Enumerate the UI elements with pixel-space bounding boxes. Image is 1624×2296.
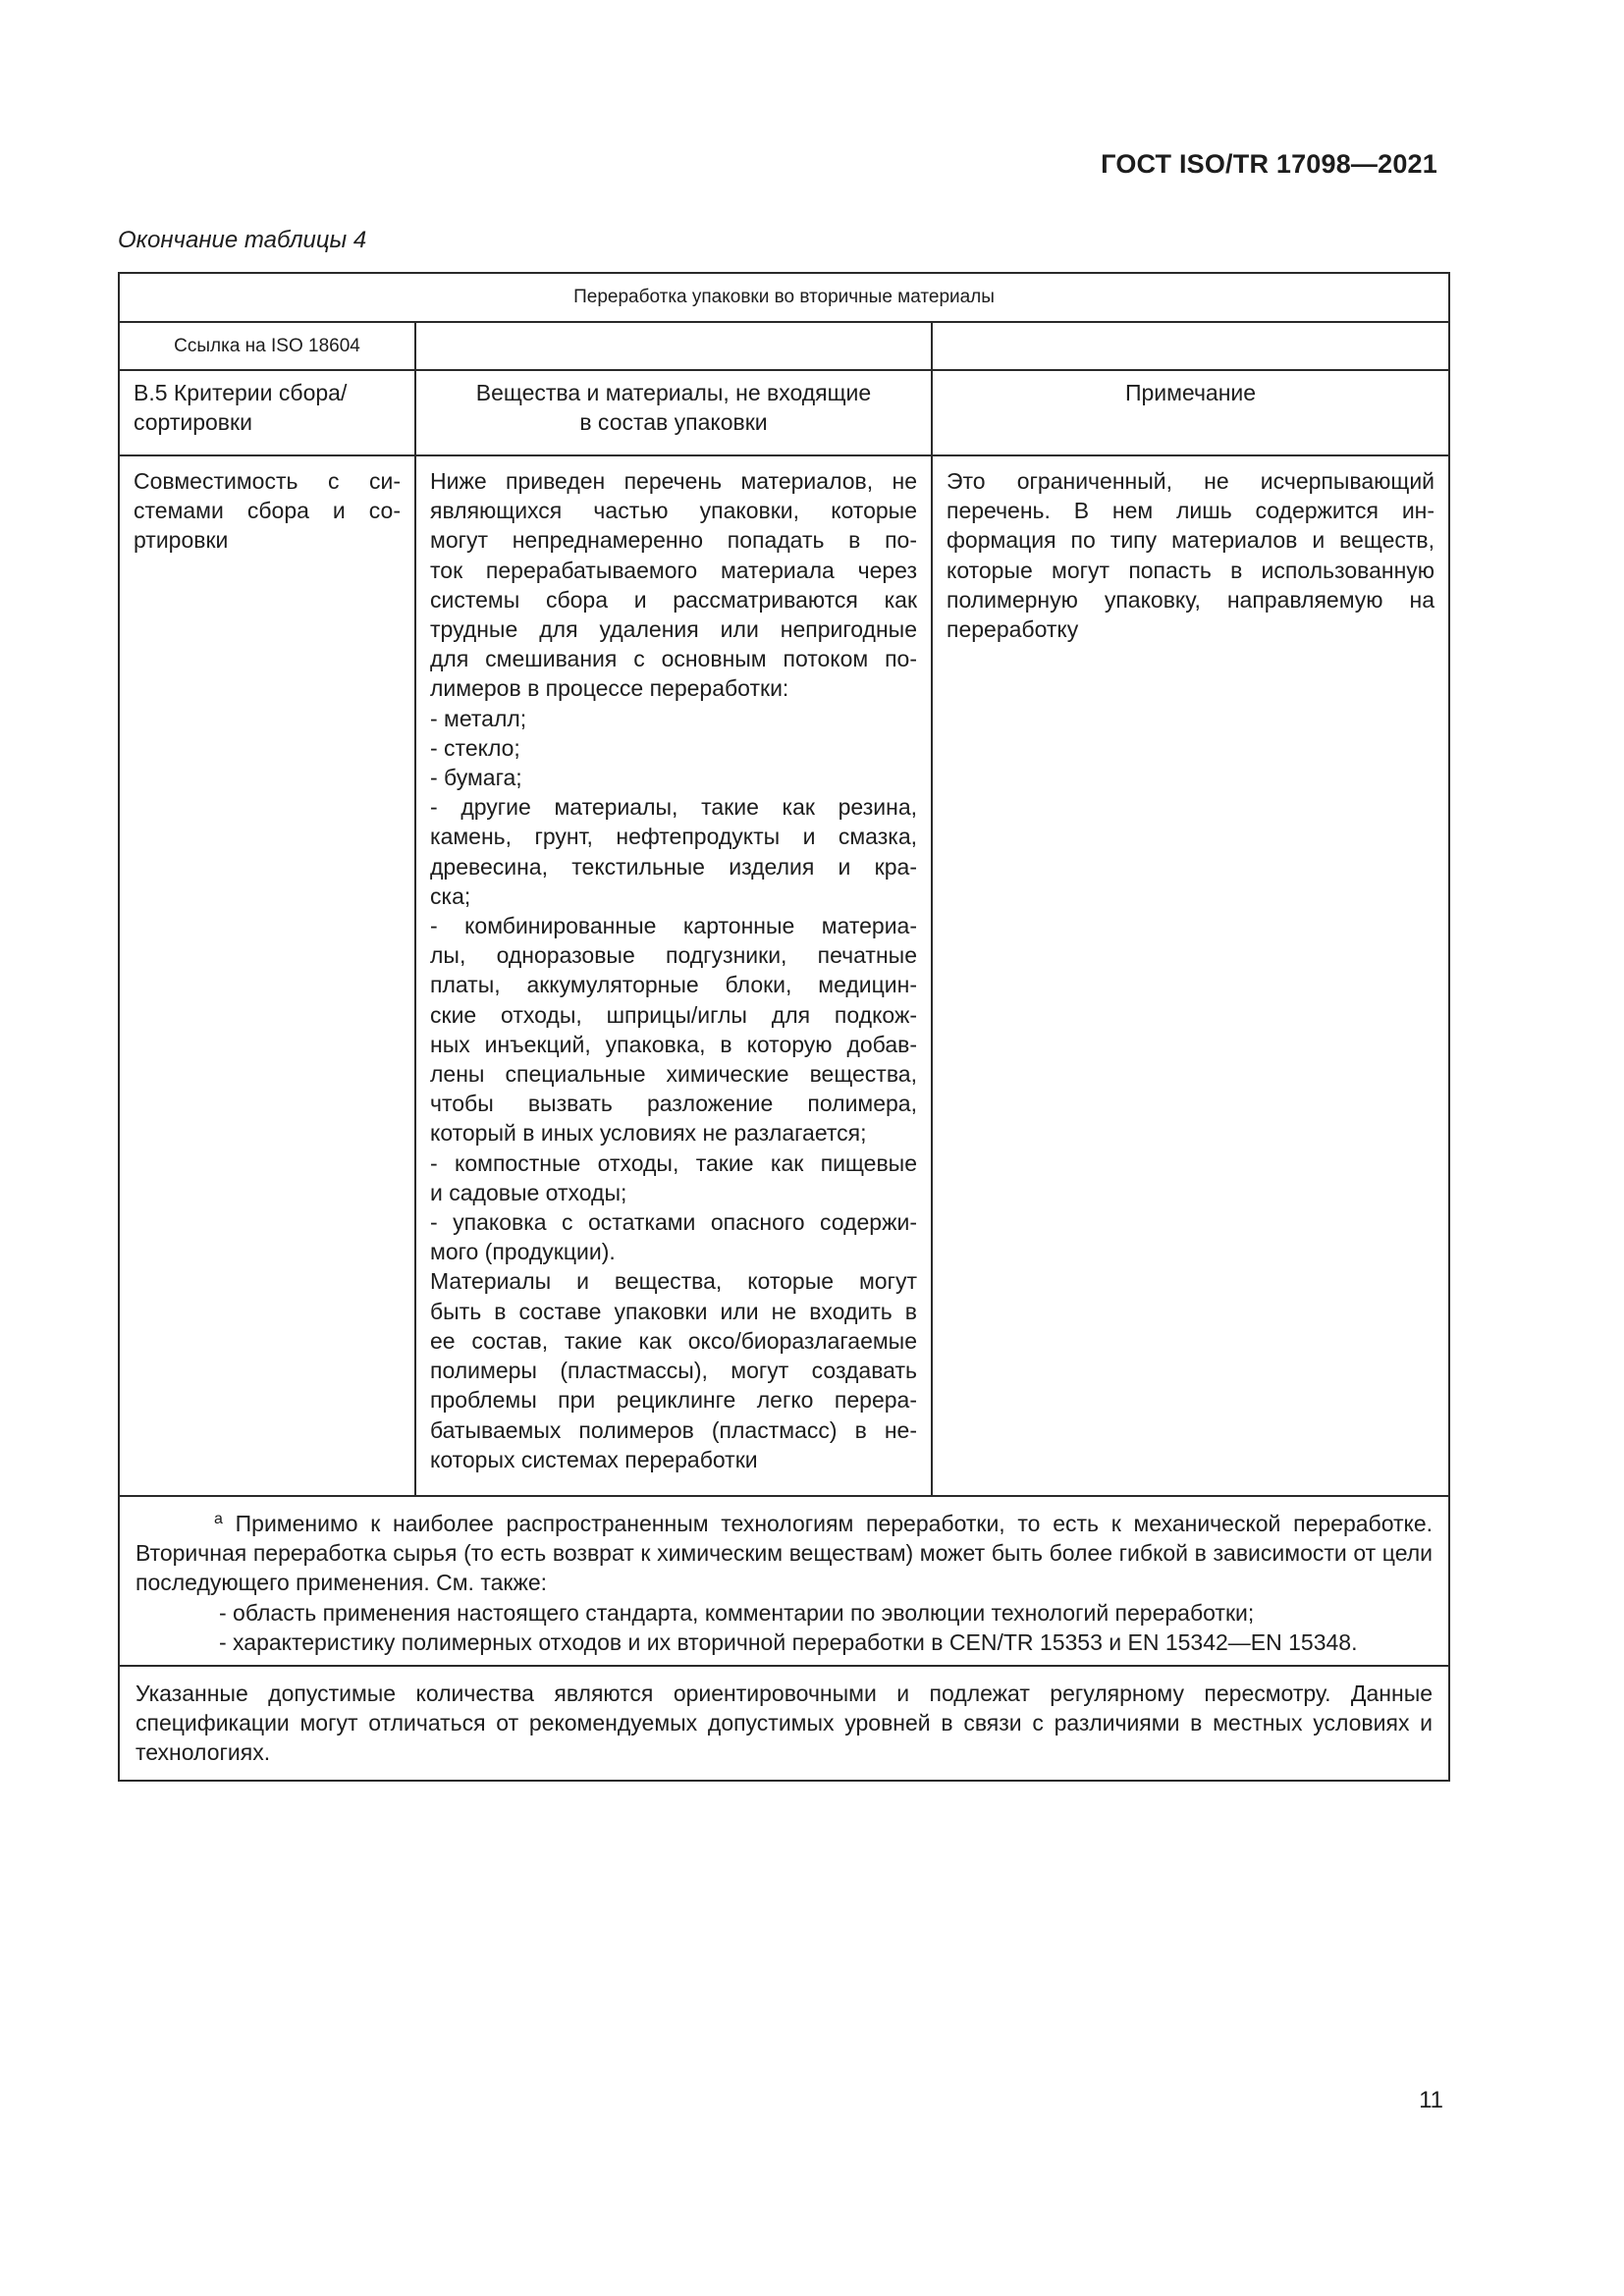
text-line: могут непреднамеренно попадать в по- xyxy=(430,527,917,554)
text-line: которые могут попасть в использованную xyxy=(947,557,1435,583)
text-line: проблемы при рециклинге легко перера- xyxy=(430,1387,917,1414)
text-line: платы, аккумуляторные блоки, медицин- xyxy=(430,972,917,998)
column-header-criteria xyxy=(119,370,415,455)
text-line: которых системах переработки xyxy=(430,1446,758,1472)
footnote-row xyxy=(119,1496,1449,1666)
text-line: являющихся частью упаковки, которые xyxy=(430,498,917,524)
reference-label: Ссылка на ISO 18604 xyxy=(119,322,415,370)
table-caption: Окончание таблицы 4 xyxy=(118,227,367,253)
reference-empty-cell-3 xyxy=(932,322,1449,370)
text-line: и садовые отходы; xyxy=(430,1179,627,1205)
text-line: камень, грунт, нефтепродукты и смазка, xyxy=(430,824,917,850)
footnote-item: - характеристику полимерных отходов и их вторичной переработки в CEN/TR 15353 и EN 15342—EN 15348. xyxy=(219,1629,1358,1655)
text-line: Совместимость с си- xyxy=(134,468,401,494)
text-line: лимеров в процессе переработки: xyxy=(430,675,789,702)
text-line: стемами сбора и со- xyxy=(134,498,401,524)
header-line: Вещества и материалы, не входящие xyxy=(475,380,872,405)
reference-row xyxy=(119,322,1449,370)
footnote-mark: a xyxy=(214,1511,223,1527)
text-line: системы сбора и рассматриваются как xyxy=(430,586,917,613)
note-cell xyxy=(932,455,1449,1496)
table-title-row xyxy=(119,273,1449,322)
text-line: полимеры (пластмассы), могут создавать xyxy=(430,1358,917,1384)
list-item: - стекло; xyxy=(430,734,520,761)
text-line: переработку xyxy=(947,616,1079,643)
list-item: - бумага; xyxy=(430,765,522,791)
text-line: формация по типу материалов и веществ, xyxy=(947,527,1435,554)
table-title: Переработка упаковки во вторичные материалы xyxy=(119,273,1449,322)
header-line: в состав упаковки xyxy=(579,409,768,436)
criteria-cell xyxy=(119,455,415,1496)
text-line: перечень. В нем лишь содержится ин- xyxy=(947,498,1435,524)
text-line: Материалы и вещества, которые могут xyxy=(430,1268,917,1295)
column-header-substances xyxy=(415,370,932,455)
text-line: трудные для удаления или непригодные xyxy=(430,616,917,643)
text-line: полимерную упаковку, направляемую на xyxy=(947,586,1435,613)
list-item: - компостные отходы, такие как пищевые xyxy=(430,1149,917,1176)
list-item: - упаковка с остатками опасного содержи- xyxy=(430,1209,917,1236)
text-line: ток перерабатываемого материала через xyxy=(430,557,917,583)
text-line: быть в составе упаковки или не входить в xyxy=(430,1298,917,1324)
text-line: который в иных условиях не разлагается; xyxy=(430,1120,867,1147)
footnote-item: - область применения настоящего стандарта, комментарии по эволюции технологий переработки; xyxy=(219,1599,1255,1626)
text-line: мого (продукции). xyxy=(430,1239,616,1265)
text-line: ские отходы, шприцы/иглы для подкож- xyxy=(430,1001,917,1028)
text-line: ртировки xyxy=(134,527,229,554)
text-line: для смешивания с основным потоком по- xyxy=(430,646,917,672)
list-item: - комбинированные картонные материа- xyxy=(430,913,917,939)
text-line: батываемых полимеров (пластмасс) в не- xyxy=(430,1416,917,1443)
text-line: Это ограниченный, не исчерпывающий xyxy=(947,468,1435,494)
note-row xyxy=(119,1666,1449,1781)
substances-cell xyxy=(415,455,932,1496)
text-line: ее состав, такие как оксо/биоразлагаемые xyxy=(430,1327,917,1354)
header-line: сортировки xyxy=(134,409,252,436)
table-4 xyxy=(118,272,1450,1782)
footnote-text: Применимо к наиболее распространенным технологиям переработки, то есть к механической переработке. Вторичная переработка сырья (то есть возврат к химическим веществам) может быть более гибкой в зависимости от цели последующего применения. См. также: xyxy=(135,1511,1434,1596)
text-line: ных инъекций, упаковка, в которую добав- xyxy=(430,1031,917,1057)
text-line: лены специальные химические вещества, xyxy=(430,1061,917,1088)
text-line: Ниже приведен перечень материалов, не xyxy=(430,468,917,494)
reference-empty-cell-2 xyxy=(415,322,932,370)
text-line: ска; xyxy=(430,882,471,909)
table-row xyxy=(119,455,1449,1496)
table-note: Указанные допустимые количества являются ориентировочными и подлежат регулярному пересмотру. Данные спецификации могут отличаться от рекомендуемых допустимых уровней в связи с различиями в местных условиях и технологиях. xyxy=(119,1666,1449,1781)
column-header-row xyxy=(119,370,1449,455)
list-item: - металл; xyxy=(430,705,527,731)
text-line: чтобы вызвать разложение полимера, xyxy=(430,1091,917,1117)
footnote xyxy=(119,1496,1449,1666)
list-item: - другие материалы, такие как резина, xyxy=(430,794,917,821)
page-number: 11 xyxy=(1419,2087,1443,2113)
header-line: В.5 Критерии сбора/ xyxy=(134,380,348,405)
text-line: лы, одноразовые подгузники, печатные xyxy=(430,942,917,969)
document-code: ГОСТ ISO/TR 17098—2021 xyxy=(1101,149,1437,179)
footnote-main xyxy=(135,1505,1433,1598)
column-header-note: Примечание xyxy=(932,370,1449,455)
text-line: древесина, текстильные изделия и кра- xyxy=(430,853,917,880)
